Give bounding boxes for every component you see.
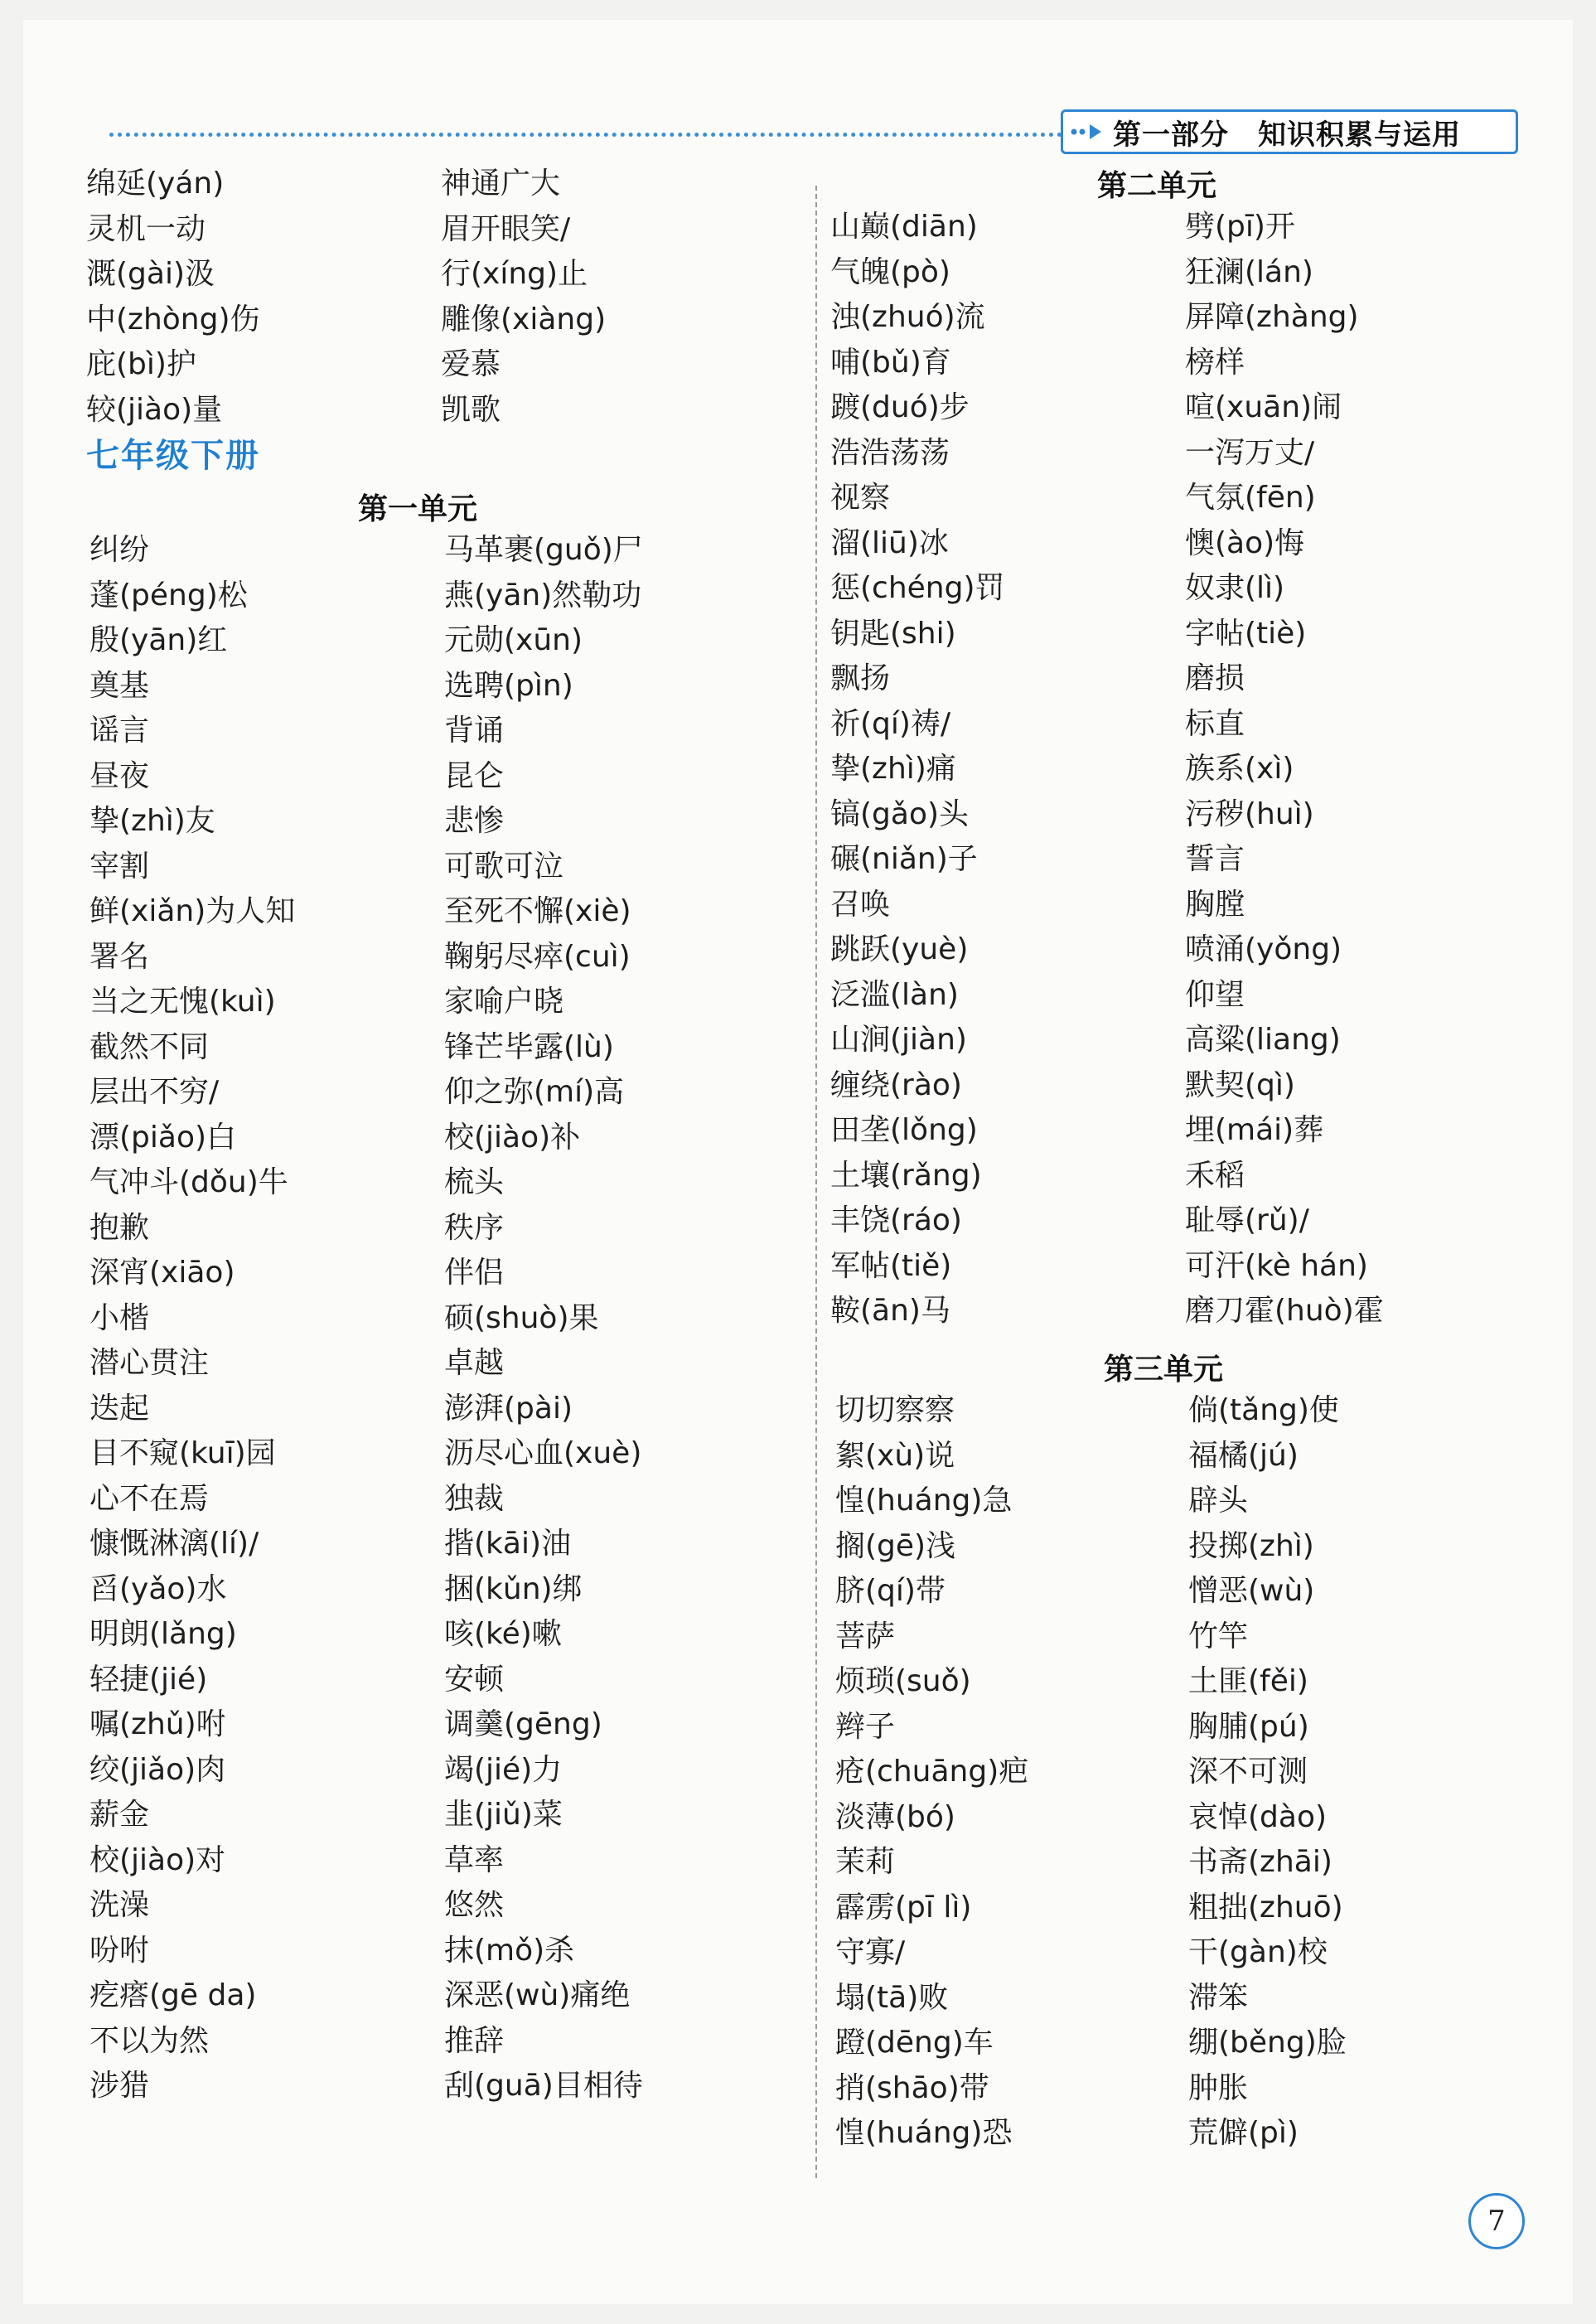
vocab-entry: 明朗(lǎng) [89,1617,237,1651]
vocab-entry: 绵延(yán) [86,167,225,201]
vocab-entry: 菩萨 [835,1619,896,1653]
vocab-entry: 草率 [444,1842,505,1877]
vocab-entry: 军帖(tiě) [830,1248,952,1283]
vocab-entry: 硕(shuò)果 [444,1300,599,1335]
vocab-entry: 疙瘩(gē da) [89,1978,257,2012]
vocab-entry: 跳跃(yuè) [830,932,969,966]
vocab-entry: 烦琐(suǒ) [835,1664,971,1698]
vocab-entry: 疮(chuāng)疤 [835,1755,1029,1789]
vocab-entry: 辟头 [1188,1484,1249,1518]
vocab-entry: 捆(kǔn)绑 [444,1571,583,1606]
vocab-entry: 榜样 [1185,345,1245,380]
vocab-entry: 背诵 [444,714,505,748]
vocab-entry: 挚(zhì)痛 [830,752,956,786]
vocab-entry: 校(jiào)对 [89,1842,226,1877]
vocab-entry: 悲惨 [444,804,505,838]
vocab-entry: 懊(ào)悔 [1185,525,1305,560]
vocab-entry: 悠然 [444,1888,505,1922]
vocab-entry: 心不在焉 [89,1481,210,1516]
vocab-entry: 磨刀霍(huò)霍 [1185,1294,1384,1328]
vocab-entry: 调羹(gēng) [444,1707,602,1741]
vocab-entry: 泛滥(làn) [830,977,959,1012]
vocab-entry: 漂(piǎo)白 [89,1120,237,1155]
vocab-entry: 刮(guā)目相待 [444,2069,643,2103]
vocab-entry: 族系(xì) [1185,752,1294,786]
vocab-entry: 锋芒毕露(lù) [444,1029,614,1064]
vocab-entry: 绞(jiǎo)肉 [89,1752,226,1787]
vocab-entry: 庇(bì)护 [86,347,196,381]
vocab-entry: 霹雳(pī lì) [835,1890,972,1925]
unit3-title: 第三单元 [1104,1353,1224,1387]
vocab-entry: 视察 [830,481,891,515]
vocab-entry: 守寡/ [835,1935,906,1969]
vocab-entry: 惶(huáng)恐 [835,2116,1013,2150]
vocab-entry: 慷慨淋漓(lí)/ [89,1527,259,1561]
section-header [1061,109,1518,154]
vocab-entry: 深不可测 [1188,1755,1308,1789]
vocab-entry: 字帖(tiè) [1185,616,1307,651]
vocab-entry: 镐(gǎo)头 [830,796,970,831]
vocab-entry: 抱歉 [89,1210,150,1245]
vocab-entry: 洗澡 [89,1888,150,1922]
section-label: 第一部分 知识积累与运用 [1113,118,1461,152]
vocab-entry: 校(jiào)补 [444,1120,581,1155]
vocab-entry: 磨损 [1185,661,1245,695]
grade-title: 七年级下册 [86,437,260,475]
vocab-entry: 神通广大 [441,167,561,201]
vocab-entry: 宰割 [89,849,150,884]
vocab-entry: 滞笨 [1188,1980,1249,2015]
vocab-entry: 耻辱(rǔ)/ [1185,1203,1309,1237]
vocab-entry: 中(zhòng)伤 [86,302,260,336]
vocab-entry: 钥匙(shi) [830,616,956,651]
vocab-entry: 仰之弥(mí)高 [444,1075,625,1109]
vocab-entry: 元勋(xūn) [444,623,583,657]
vocab-entry: 劈(pī)开 [1185,210,1295,244]
vocab-entry: 气氛(fēn) [1185,481,1316,515]
vocab-entry: 倘(tǎng)使 [1188,1393,1339,1427]
vocab-entry: 可汗(kè hán) [1185,1248,1368,1283]
vocab-entry: 鞠躬尽瘁(cuì) [444,939,631,974]
vocab-entry: 埋(mái)葬 [1185,1113,1324,1147]
vocab-entry: 土壤(rǎng) [830,1158,982,1193]
vocab-entry: 凯歌 [441,392,501,427]
vocab-entry: 祈(qí)祷/ [830,706,951,741]
vocab-entry: 竭(jié)力 [444,1752,563,1787]
vocab-entry: 田垄(lǒng) [830,1113,978,1147]
vocab-entry: 深宵(xiāo) [89,1256,235,1290]
vocab-entry: 不以为然 [89,2023,210,2058]
vocab-entry: 蹬(dēng)车 [835,2026,994,2060]
vocab-entry: 一泻万丈/ [1185,435,1315,470]
vocab-entry: 气冲斗(dǒu)牛 [89,1165,288,1199]
vocab-entry: 喷涌(yǒng) [1185,932,1342,966]
vocab-entry: 吩咐 [89,1933,150,1968]
vocab-entry: 浩浩荡荡 [830,435,950,470]
double-arrow-icon [1063,112,1113,152]
vocab-entry: 絮(xù)说 [835,1438,955,1473]
vocab-entry: 干(gàn)校 [1188,1935,1328,1969]
vocab-entry: 挚(zhì)友 [89,804,215,838]
vocab-entry: 竹竿 [1188,1619,1249,1653]
vocab-entry: 投掷(zhì) [1188,1528,1314,1563]
vocab-entry: 行(xíng)止 [441,257,588,291]
vocab-entry: 鞍(ān)马 [830,1294,950,1328]
vocab-entry: 舀(yǎo)水 [89,1571,227,1606]
vocab-entry: 秩序 [444,1210,505,1245]
column-divider [815,186,817,2178]
vocab-entry: 目不窥(kuī)园 [89,1436,276,1470]
vocab-entry: 哀悼(dào) [1188,1799,1328,1834]
vocab-entry: 韭(jiǔ)菜 [444,1798,563,1832]
vocab-entry: 燕(yān)然勒功 [444,578,642,612]
vocab-entry: 丰饶(ráo) [830,1203,962,1237]
vocab-entry: 潜心贯注 [89,1346,210,1380]
vocab-entry: 爱慕 [441,347,501,381]
vocab-entry: 狂澜(lán) [1185,254,1313,289]
vocab-entry: 哺(bǔ)育 [830,345,951,380]
vocab-entry: 碾(niǎn)子 [830,842,978,876]
vocab-entry: 憎恶(wù) [1188,1574,1315,1608]
vocab-entry: 禾稻 [1185,1158,1245,1193]
vocab-entry: 塌(tā)败 [835,1980,949,2015]
vocab-entry: 仰望 [1185,977,1245,1012]
vocab-entry: 捎(shāo)带 [835,2070,989,2105]
vocab-entry: 标直 [1185,706,1245,741]
vocab-entry: 蓬(péng)松 [89,578,248,612]
vocab-entry: 马革裹(guǒ)尸 [444,533,643,567]
vocab-entry: 截然不同 [89,1029,210,1064]
vocab-entry: 奠基 [89,668,150,703]
vocab-entry: 雕像(xiàng) [441,302,607,336]
vocab-entry: 喧(xuān)闹 [1185,390,1342,424]
vocab-entry: 眉开眼笑/ [441,211,571,246]
vocab-entry: 绷(běng)脸 [1188,2026,1347,2060]
vocab-entry: 灵机一动 [86,211,206,246]
vocab-entry: 胸膛 [1185,887,1245,922]
vocab-entry: 可歌可泣 [444,849,564,884]
vocab-entry: 缠绕(rào) [830,1068,962,1102]
vocab-entry: 安顿 [444,1662,505,1697]
vocab-entry: 伴侣 [444,1256,505,1290]
vocab-entry: 昆仑 [444,758,505,793]
vocab-entry: 谣言 [89,714,150,748]
vocab-entry: 层出不穷/ [89,1075,220,1109]
vocab-entry: 召唤 [830,887,891,922]
vocab-entry: 澎湃(pài) [444,1391,573,1426]
vocab-entry: 飘扬 [830,661,891,695]
vocab-entry: 气魄(pò) [830,254,950,289]
vocab-entry: 切切察察 [835,1393,955,1427]
vocab-entry: 迭起 [89,1391,150,1426]
vocab-entry: 沥尽心血(xuè) [444,1436,642,1470]
vocab-entry: 默契(qì) [1185,1068,1295,1102]
vocab-entry: 殷(yān)红 [89,623,228,657]
vocab-entry: 辫子 [835,1709,896,1744]
vocab-entry: 鲜(xiǎn)为人知 [89,894,296,928]
vocab-entry: 涉猎 [89,2069,150,2103]
vocab-entry: 纠纷 [89,533,150,567]
vocab-entry: 踱(duó)步 [830,390,970,424]
vocab-entry: 选聘(pìn) [444,668,573,703]
vocab-entry: 嘱(zhǔ)咐 [89,1707,226,1741]
vocab-entry: 屏障(zhàng) [1185,300,1359,334]
unit2-title: 第二单元 [1097,169,1217,203]
page [23,20,1573,2304]
vocab-entry: 至死不懈(xiè) [444,894,631,928]
vocab-entry: 咳(ké)嗽 [444,1617,562,1651]
vocab-entry: 惶(huáng)急 [835,1484,1013,1518]
vocab-entry: 土匪(fěi) [1188,1664,1308,1698]
vocab-entry: 梳头 [444,1165,505,1199]
vocab-entry: 昼夜 [89,758,150,793]
vocab-entry: 肿胀 [1188,2070,1249,2105]
vocab-entry: 淡薄(bó) [835,1799,955,1834]
vocab-entry: 奴隶(lì) [1185,571,1285,605]
vocab-entry: 独裁 [444,1481,505,1516]
vocab-entry: 小楷 [89,1300,150,1335]
vocab-entry: 誓言 [1185,842,1245,876]
page-number: 7 [1468,2193,1525,2249]
vocab-entry: 轻捷(jié) [89,1662,208,1697]
vocab-entry: 山涧(jiàn) [830,1023,967,1057]
vocab-entry: 荒僻(pì) [1188,2116,1299,2150]
vocab-entry: 高粱(liang) [1185,1023,1341,1057]
vocab-entry: 茉莉 [835,1845,896,1879]
vocab-entry: 署名 [89,939,150,974]
vocab-entry: 胸脯(pú) [1188,1709,1309,1744]
vocab-entry: 书斋(zhāi) [1188,1845,1332,1879]
vocab-entry: 脐(qí)带 [835,1574,946,1608]
vocab-entry: 推辞 [444,2023,505,2058]
vocab-entry: 粗拙(zhuō) [1188,1890,1343,1925]
vocab-entry: 溉(gài)汲 [86,257,215,291]
vocab-entry: 卓越 [444,1346,505,1380]
vocab-entry: 搁(gē)浅 [835,1528,956,1563]
vocab-entry: 薪金 [89,1798,150,1832]
vocab-entry: 深恶(wù)痛绝 [444,1978,631,2012]
vocab-entry: 山巅(diān) [830,210,978,244]
vocab-entry: 揩(kāi)油 [444,1527,572,1561]
vocab-entry: 抹(mǒ)杀 [444,1933,575,1968]
vocab-entry: 当之无愧(kuì) [89,985,276,1019]
vocab-entry: 浊(zhuó)流 [830,300,985,334]
vocab-entry: 惩(chéng)罚 [830,571,1005,605]
unit1-title: 第一单元 [358,492,478,526]
vocab-entry: 较(jiào)量 [86,392,223,427]
vocab-entry: 溜(liū)冰 [830,525,949,560]
vocab-entry: 福橘(jú) [1188,1438,1299,1473]
vocab-entry: 家喻户晓 [444,985,564,1019]
header-dotted-rule [109,133,1062,137]
vocab-entry: 污秽(huì) [1185,796,1314,831]
